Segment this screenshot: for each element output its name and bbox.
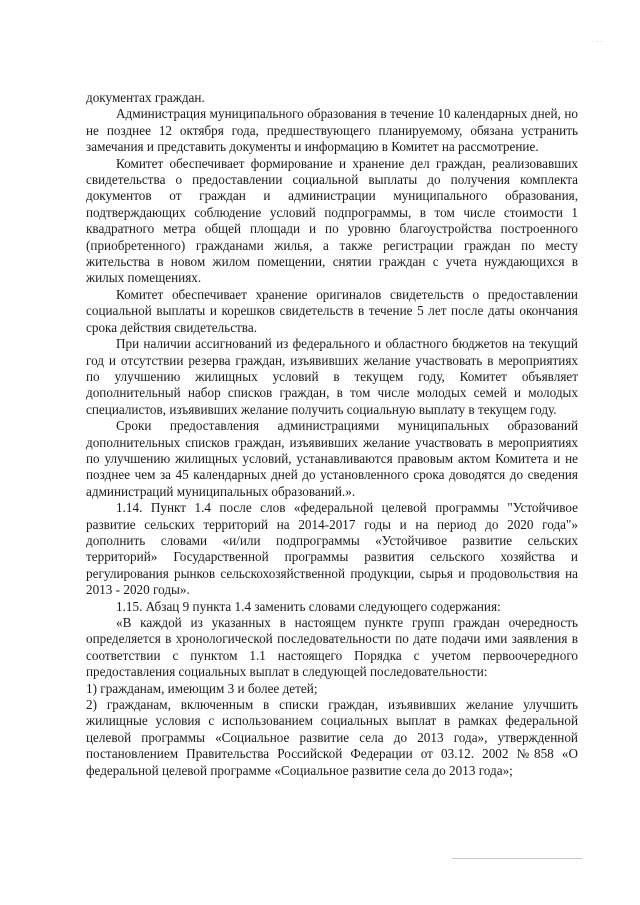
paragraph-item-1-14: 1.14. Пункт 1.4 после слов «федеральной целевой программы "Устойчивое развитие сельских территорий на 2014-2017 годы и на период до 2020 года"» дополнить словами «и/или подпрограммы «Устойчивое развитие сельских территорий» Государственной программы развития сельского хозяйства и регулирования рынков сельскохозяйственной продукции, сырья и продовольствия на 2013 - 2020 годы».: [86, 500, 578, 598]
paragraph-committee-case-storage: Комитет обеспечивает формирование и хранение дел граждан, реализовавших свидетельства о предоставлении социальной выплаты до получения комплекта документов от граждан и администрации муниципального образования, подтверждающих соблюдение условий подпрограммы, в том числе стоимости 1 квадратного метра общей площади и по уровню благоустройства построенного (приобретенного) гражданами жилья, а также регистрации граждан по месту жительства в новом жилом помещении, снятии граждан с учета нуждающихся в жилых помещениях.: [86, 155, 578, 286]
paragraph-item-1-15: 1.15. Абзац 9 пункта 1.4 заменить словами следующего содержания:: [116, 598, 501, 614]
scan-artifact: · · ·: [592, 38, 603, 46]
paragraph-additional-recruitment: При наличии ассигнований из федерального и областного бюджетов на текущий год и отсутствии резерва граждан, изъявивших желание участвовать в мероприятиях по улучшению жилищных условий в текущем году, Комитет объявляет дополнительный набор списков граждан, в том числе молодых семей и молодых специалистов, изъявивших желание получить социальную выплату в текущем году.: [86, 336, 578, 417]
document-body: [86, 90, 578, 779]
paragraph-continuation: документах граждан.: [86, 90, 205, 105]
paragraph-queue-order: «В каждой из указанных в настоящем пункте групп граждан очередность определяется в хронологической последовательности по дате подачи ими заявления в соответствии с пунктом 1.1 настоящего Порядка с учетом первоочередного предоставления социальных выплат в следующей последовательности:: [86, 615, 578, 680]
paragraph-submission-deadlines: Сроки предоставления администрациями муниципальных образований дополнительных списков граждан, изъявивших желание участвовать в мероприятиях по улучшению жилищных условий, устанавливаются правовым актом Комитета и не позднее чем за 45 календарных дней до установленного срока доводятся до сведения администраций муниципальных образований.».: [86, 418, 578, 499]
paragraph-administration-deadline: Администрация муниципального образования в течение 10 календарных дней, но не позднее 12 октября года, предшествующего планируемому, обязана устранить замечания и представить документы и информацию в Комитет на рассмотрение.: [86, 106, 578, 155]
paragraph-committee-certificates: Комитет обеспечивает хранение оригиналов свидетельств о предоставлении социальной выплаты и корешков свидетельств в течение 5 лет после даты окончания срока действия свидетельства.: [86, 286, 578, 335]
list-item-program-participants: 2) гражданам, включенным в списки граждан, изъявивших желание улучшить жилищные условия с использованием социальных выплат в рамках федеральной целевой программы «Социальное развитие села до 2013 года», утвержденной постановлением Правительства Российской Федерации от 03.12. 2002 №858 «О федеральной целевой программе «Социальное развитие села до 2013 года»;: [86, 697, 578, 778]
footer-divider: [452, 858, 582, 859]
list-item-large-families: 1) гражданам, имеющим 3 и более детей;: [86, 680, 318, 696]
